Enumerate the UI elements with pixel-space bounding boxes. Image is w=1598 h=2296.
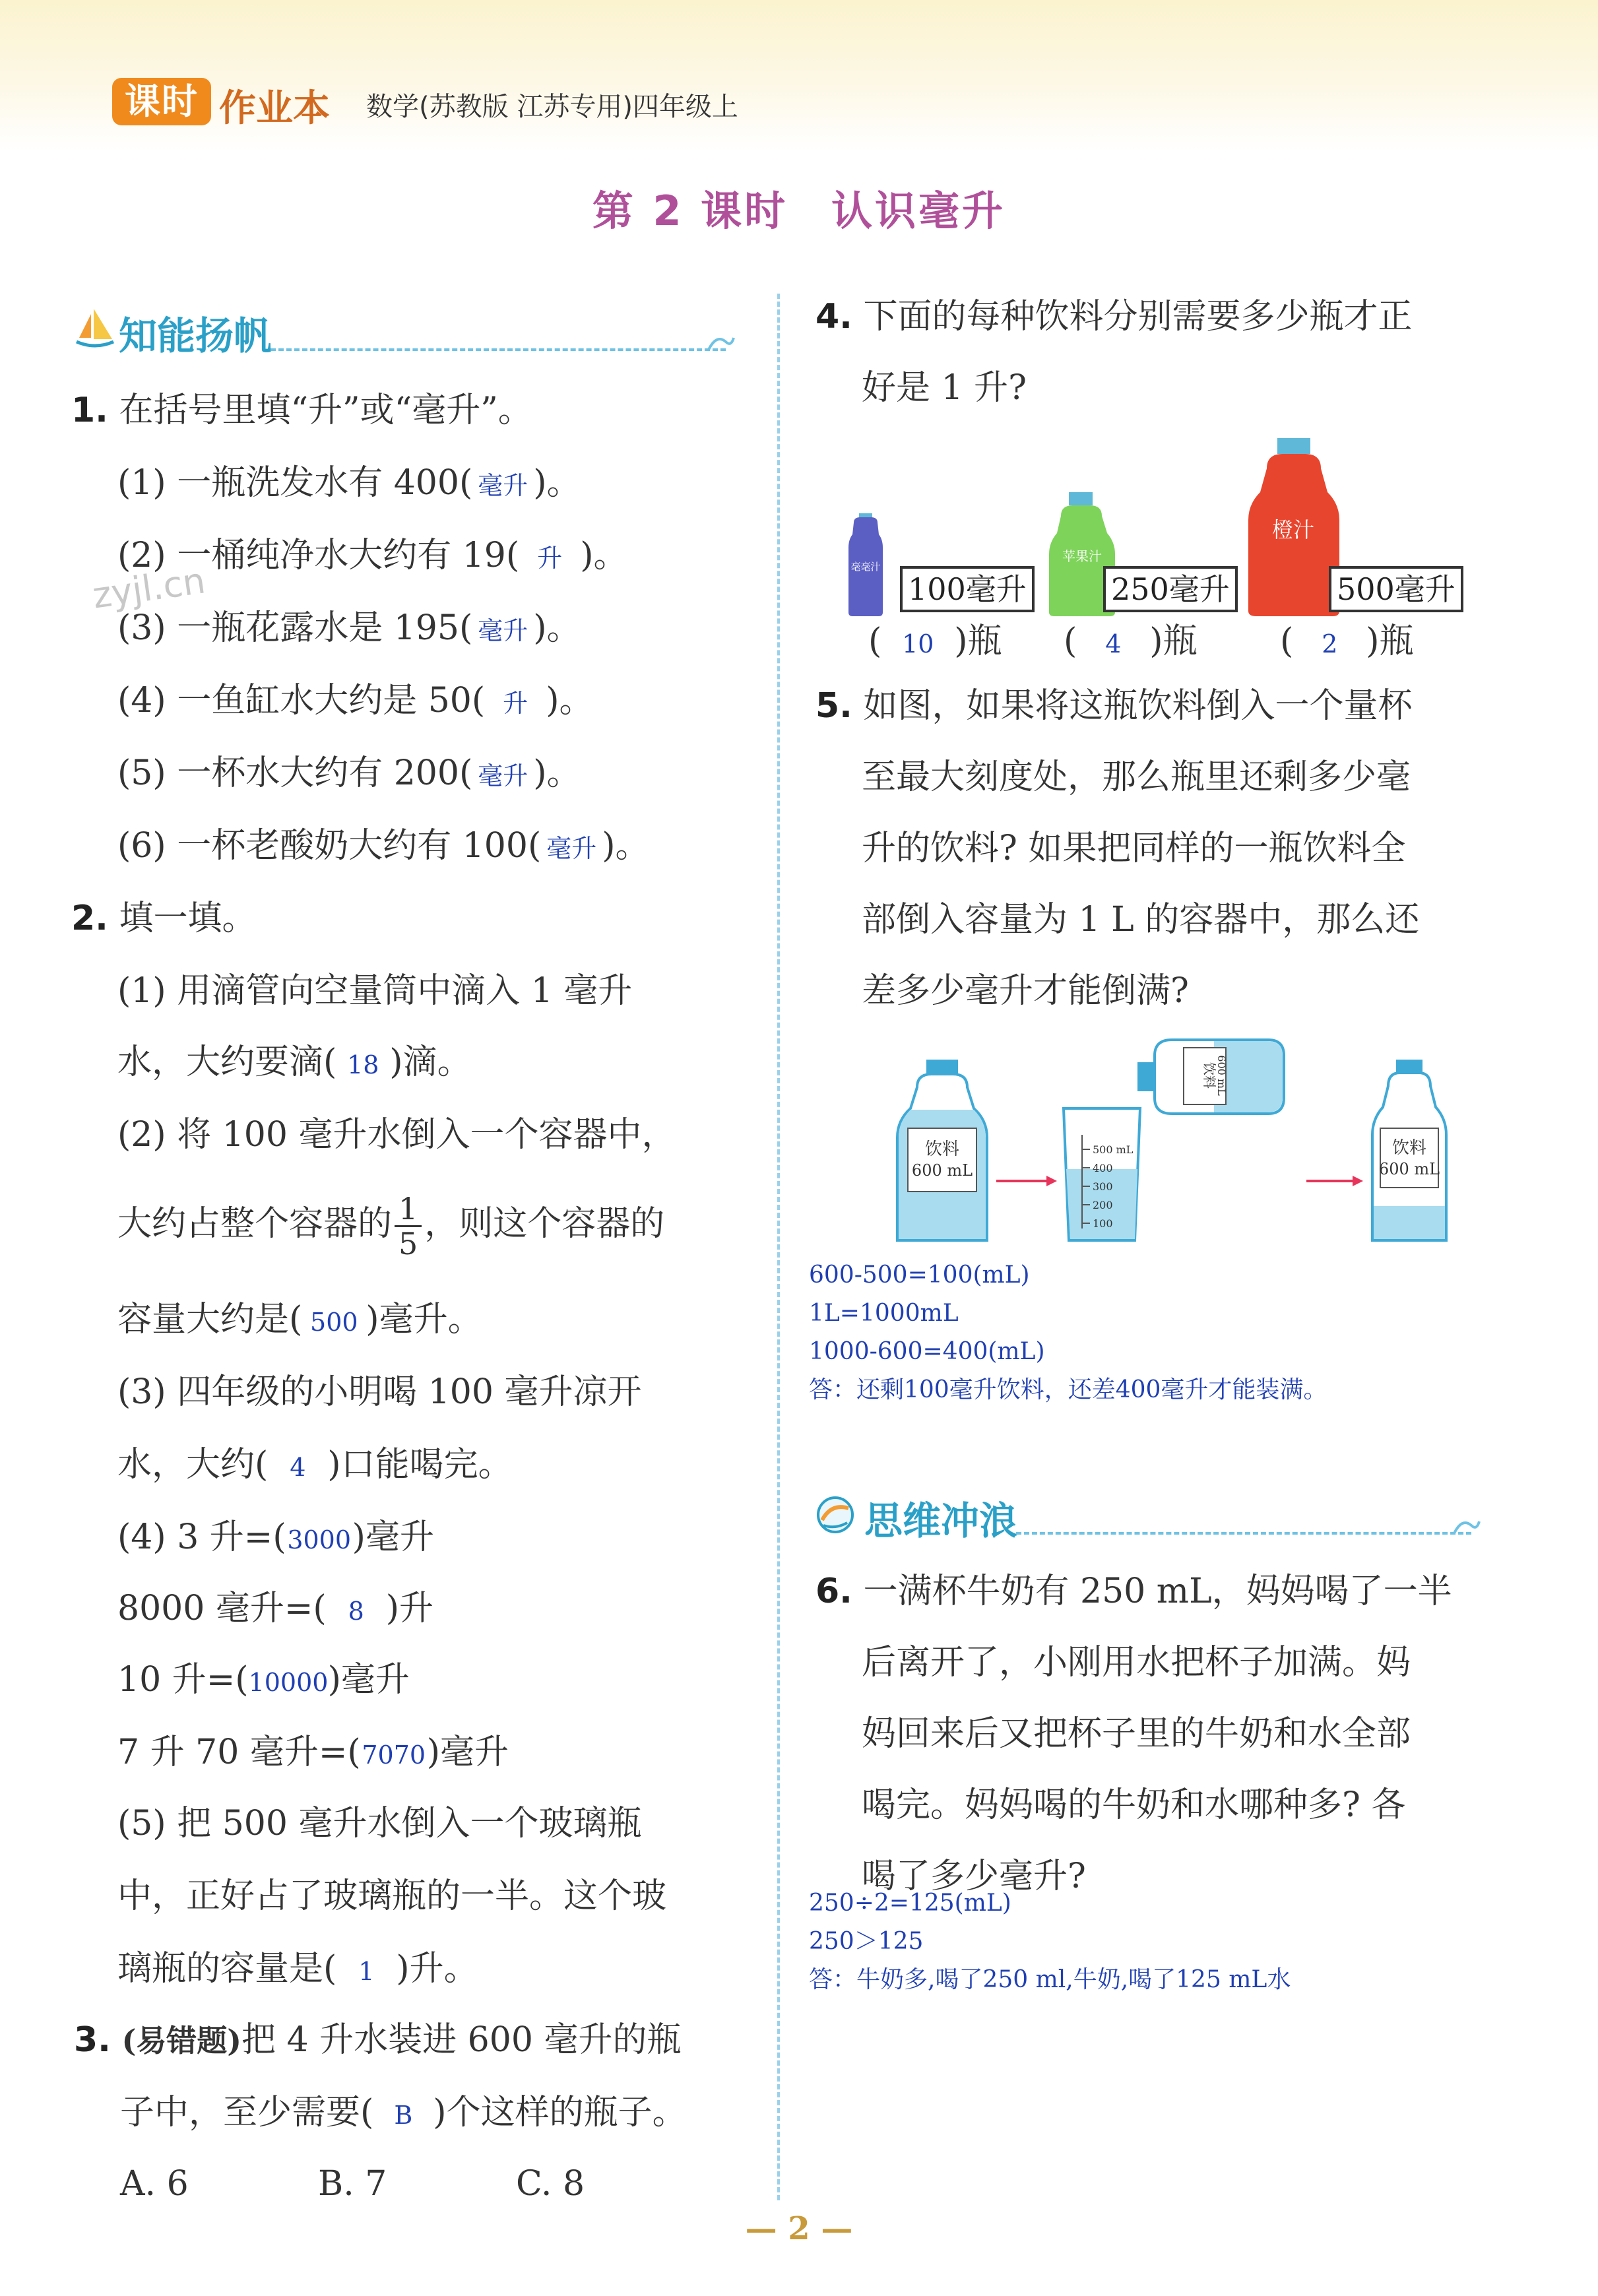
q5-answer-line: 答：还剩100毫升饮料，还差400毫升才能装满。 — [809, 1376, 1327, 1403]
q5-line: 差多少毫升才能倒满? — [862, 971, 1189, 1011]
answer-text: 10000 — [248, 1668, 329, 1697]
q3-line2: 子中，至少需要( B )个这样的瓶子。 — [120, 2091, 687, 2136]
q4-answer-1: ( 10 )瓶 — [868, 620, 1002, 665]
cup-mark: 400 — [1093, 1162, 1113, 1174]
q3-option: C. 8 — [516, 2164, 585, 2204]
bottle-text: 600 mL — [1378, 1160, 1440, 1178]
q2-part1-line1: (1) 用滴管向空量筒中滴入 1 毫升 — [117, 971, 633, 1011]
answer-text: 毫升 — [478, 761, 528, 790]
answer-text: 4 — [1105, 629, 1122, 658]
bottle-label: 苹果汁 — [1062, 548, 1102, 564]
bottle-label: 橙汁 — [1271, 517, 1315, 542]
q2-part4-d: 7 升 70 毫升=(7070)毫升 — [117, 1731, 509, 1776]
section-title-zhineng: 知能扬帆 — [119, 313, 272, 358]
bottle-horizontal — [1137, 1040, 1284, 1114]
q2-part4-a: (4) 3 升=(3000)毫升 — [117, 1516, 434, 1561]
volume-label: 250毫升 — [1103, 566, 1238, 612]
q6-line: 喝完。妈妈喝的牛奶和水哪种多? 各 — [862, 1785, 1406, 1825]
answer-text: 升 — [503, 689, 528, 718]
answer-text: 8 — [348, 1597, 364, 1626]
q4-answer-2: ( 4 )瓶 — [1064, 620, 1198, 665]
bottle-100ml — [848, 513, 883, 616]
cup-mark: 300 — [1093, 1180, 1113, 1193]
bottle-text: 600 mL — [911, 1161, 973, 1180]
q2-part3-line1: (3) 四年级的小明喝 100 毫升凉开 — [117, 1372, 642, 1412]
q5-answer-line: 600-500=100(mL) — [809, 1261, 1030, 1289]
q6-answer-line: 250＞125 — [809, 1928, 924, 1955]
answer-text: 2 — [1322, 629, 1338, 658]
bottle-text: 饮料 — [1201, 1062, 1217, 1089]
surf-icon — [814, 1494, 856, 1536]
bottle-text: 600 mL — [1215, 1055, 1228, 1096]
q5-line: 至最大刻度处，那么瓶里还剩多少毫 — [862, 757, 1411, 797]
bottle-text: 饮料 — [924, 1139, 960, 1159]
arrow-head — [1046, 1176, 1057, 1186]
answer-text: 3000 — [287, 1525, 352, 1554]
answer-text: 毫升 — [478, 471, 528, 500]
fraction-one-fifth: $\frac{1}{5}$ — [395, 1192, 422, 1260]
q2-part4-b: 8000 毫升=( 8 )升 — [117, 1587, 433, 1632]
q6-answer-line: 答：牛奶多,喝了250 ml,牛奶,喝了125 mL水 — [809, 1966, 1291, 1993]
q5-answer-line: 1L=1000mL — [809, 1300, 959, 1327]
q2-part1-line2: 水，大约要滴( 18 )滴。 — [117, 1041, 472, 1086]
q6-line: 妈回来后又把杯子里的牛奶和水全部 — [862, 1714, 1411, 1754]
q4-line1: 4. 下面的每种饮料分别需要多少瓶才正 — [815, 297, 1413, 336]
answer-text: 10 — [902, 629, 934, 658]
bottle-text: 饮料 — [1391, 1138, 1427, 1158]
q3-option: B. 7 — [318, 2164, 387, 2204]
bottle-600ml-remaining — [1372, 1060, 1446, 1240]
page-number: — 2 — — [745, 2210, 853, 2247]
answer-text: 升 — [537, 544, 563, 573]
q1-stem: 1. 在括号里填“升”或“毫升”。 — [71, 391, 532, 430]
q2-part5-line2: 中，正好占了玻璃瓶的一半。这个玻 — [117, 1876, 667, 1916]
pouring-figure — [891, 1029, 1504, 1247]
section-underline — [1016, 1532, 1471, 1535]
q6-line: 6. 一满杯牛奶有 250 mL，妈妈喝了一半 — [815, 1572, 1452, 1611]
q6-answer-line: 250÷2=125(mL) — [809, 1890, 1011, 1917]
q6-line: 后离开了，小刚用水把杯子加满。妈 — [862, 1643, 1411, 1682]
q2-part5-line3: 璃瓶的容量是( 1 )升。 — [117, 1948, 478, 1993]
arrow-head — [1353, 1176, 1363, 1186]
q1-item: (4) 一鱼缸水大约是 50( 升 )。 — [117, 680, 593, 724]
bottle-600ml-full — [897, 1060, 987, 1240]
q4-line2: 好是 1 升? — [862, 368, 1027, 408]
cup-mark: 500 mL — [1093, 1143, 1134, 1156]
brand-logo: 课时 — [112, 78, 211, 125]
q2-part4-c: 10 升=(10000)毫升 — [117, 1659, 410, 1704]
q2-part2-line1: (2) 将 100 毫升水倒入一个容器中， — [117, 1115, 676, 1155]
wave-icon — [706, 330, 736, 354]
q1-item: (6) 一杯老酸奶大约有 100( 毫升 )。 — [117, 825, 650, 870]
q3-line1: 3. (易错题)把 4 升水装进 600 毫升的瓶 — [74, 2020, 682, 2060]
volume-label: 500毫升 — [1329, 566, 1463, 612]
answer-text: 1 — [358, 1957, 375, 1986]
answer-text: 毫升 — [546, 834, 597, 863]
section-title-siwei: 思维冲浪 — [864, 1498, 1018, 1543]
answer-text: B — [394, 2101, 413, 2130]
section-underline — [271, 348, 726, 351]
measuring-cup — [1064, 1108, 1140, 1240]
q5-line: 5. 如图，如果将这瓶饮料倒入一个量杯 — [815, 686, 1413, 726]
answer-text: 7070 — [362, 1740, 426, 1770]
q5-answer-line: 1000-600=400(mL) — [809, 1338, 1045, 1365]
q2-part2-line2: 大约占整个容器的 $\frac{1}{5}$ ，则这个容器的 — [117, 1191, 665, 1261]
q2-part5-line1: (5) 把 500 毫升水倒入一个玻璃瓶 — [117, 1804, 642, 1843]
answer-text: 4 — [290, 1453, 306, 1482]
wave-icon — [1452, 1514, 1482, 1537]
q1-item: (1) 一瓶洗发水有 400( 毫升 )。 — [117, 462, 581, 507]
bottle-500ml — [1248, 438, 1339, 616]
q3-tag: (易错题) — [121, 2023, 241, 2058]
q1-item: (5) 一杯水大约有 200( 毫升 )。 — [117, 752, 581, 797]
q2-part3-line2: 水，大约( 4 )口能喝完。 — [117, 1444, 513, 1488]
volume-label: 100毫升 — [900, 566, 1035, 612]
q3-option: A. 6 — [120, 2164, 189, 2204]
q5-line: 部倒入容量为 1 L 的容器中，那么还 — [862, 900, 1420, 940]
sail-icon — [74, 305, 116, 350]
q4-answer-3: ( 2 )瓶 — [1280, 620, 1414, 665]
watermark: zyjl.cn — [90, 559, 208, 617]
q5-line: 升的饮料? 如果把同样的一瓶饮料全 — [862, 829, 1406, 868]
q2-part2-line3: 容量大约是( 500 )毫升。 — [117, 1298, 482, 1343]
lesson-title: 第 2 课时 认识毫升 — [592, 187, 1006, 235]
q6-line: 喝了多少毫升? — [862, 1857, 1086, 1896]
answer-text: 毫升 — [478, 616, 528, 645]
q2-stem: 2. 填一填。 — [71, 899, 257, 938]
cup-mark: 100 — [1093, 1217, 1113, 1230]
q1-item: (3) 一瓶花露水是 195( 毫升 )。 — [117, 607, 581, 652]
brand-name: 作业本 — [219, 87, 330, 130]
cup-mark: 200 — [1093, 1199, 1113, 1211]
q1-item: (2) 一桶纯净水大约有 19( 升 )。 — [117, 534, 627, 579]
column-divider — [777, 294, 780, 2200]
bottle-label: 毫毫汁 — [850, 561, 881, 573]
answer-text: 500 — [310, 1308, 358, 1337]
answer-text: 18 — [347, 1050, 379, 1079]
subject-line: 数学(苏教版 江苏专用)四年级上 — [366, 92, 738, 122]
